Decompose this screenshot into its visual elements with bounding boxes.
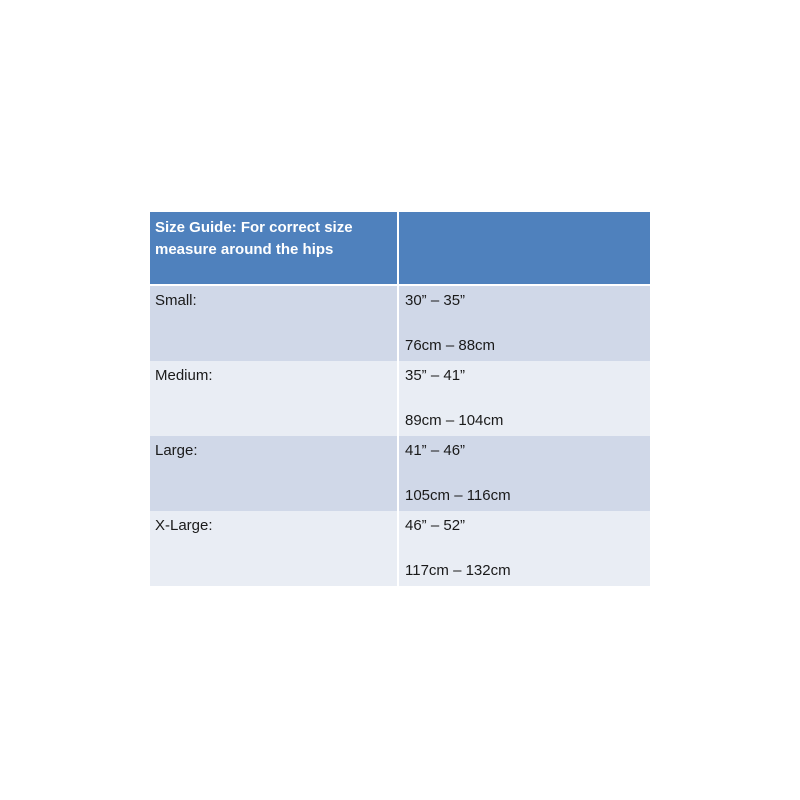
size-inches: 41” – 46”: [405, 442, 466, 459]
table-row: [150, 286, 650, 361]
table-row: [150, 361, 650, 436]
size-cm: 89cm – 104cm: [405, 412, 504, 429]
header-title-cell: [150, 212, 399, 286]
header-title-line1: Size Guide: For correct size: [155, 219, 353, 236]
size-label: Medium:: [150, 361, 399, 436]
size-cm: 105cm – 116cm: [405, 487, 511, 504]
table-row: [150, 511, 650, 586]
size-label: Small:: [150, 286, 399, 361]
size-inches: 35” – 41”: [405, 367, 466, 384]
size-cm: 76cm – 88cm: [405, 337, 496, 354]
size-label: X-Large:: [150, 511, 399, 586]
header-row: [150, 212, 650, 286]
table-row: [150, 436, 650, 511]
size-measurement-cell: [399, 436, 650, 511]
size-cm: 117cm – 132cm: [405, 562, 511, 579]
header-empty-cell: [399, 212, 650, 286]
size-guide-table: [150, 212, 650, 586]
size-inches: 30” – 35”: [405, 292, 466, 309]
size-inches: 46” – 52”: [405, 517, 466, 534]
size-label: Large:: [150, 436, 399, 511]
header-title-line2: measure around the hips: [155, 241, 334, 258]
size-measurement-cell: [399, 361, 650, 436]
size-measurement-cell: [399, 511, 650, 586]
size-measurement-cell: [399, 286, 650, 361]
